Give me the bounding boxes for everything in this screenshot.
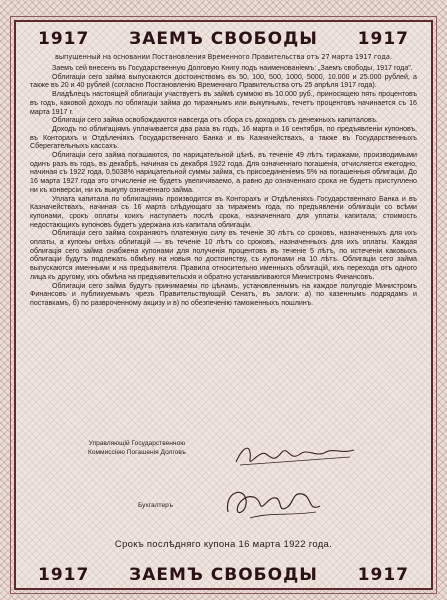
commission-signature [230,440,360,470]
header-title: ЗАЕМЪ СВОБОДЫ [129,29,318,49]
coupon-deadline: Срокъ послѣдняго купона 16 марта 1922 года. [114,539,333,550]
footer-title: ЗАЕМЪ СВОБОДЫ [129,565,318,585]
signatory-title-line1: Управляющій Государственною [88,440,186,447]
terms-paragraph: Уплата капитала по облигаціямъ производится въ Конторахъ и Отдѣленіяхъ Государственнаго Банка и въ Казначействахъ, начиная съ 16 марта слѣдующаго за тиражемъ года, по предъявленіи облигаціи со всѣми купонами, срокъ оплаты коихъ наступаетъ послѣ срока, назначеннаго для уплаты капитала; стоимость недостающихъ купоновъ будетъ удержана изъ капитала облигаціи. [30,194,417,229]
terms-paragraph: Облигаціи сего займа погашаются, по нарицательной цѣнѣ, въ теченіе 49 лѣтъ тиражами, производимыми одинъ разъ въ годъ, въ декабрѣ, начиная съ декабря 1922 года. Для означеннаго погашенія, отчисляется ежегодно, начиная съ 1922 года, 0,5038% нарицательной суммы займа, съ присоединеніемъ 5% на погашенныя облигаціи. До 16 марта 1927 года это отчисленіе не будетъ увеличиваемо, а равно до означеннаго срока не будетъ приступлено ни къ конверсіи, ни къ выкупу означеннаго займа. [30,151,417,194]
header-title-row [16,28,431,50]
bond-terms [30,64,417,308]
terms-paragraph: Заемъ сей внесенъ въ Государственную Долговую Книгу подъ наименованіемъ: „Заемъ свободы, 1917 года". [52,64,413,72]
terms-paragraph: Облигаціи сего займа сохраняютъ платежную силу въ теченіе 30 лѣтъ со сроковъ, назначенныхъ для ихъ оплаты, а купоны онѣхъ облигацій — въ теченіе 10 лѣтъ со сроковъ, назначенныхъ для ихъ оплаты. Каждая облигація сего займа снабжена купонами для полученія процентовъ въ теченіе 5 лѣтъ, по истеченіи каковыхъ облигаціи будутъ подлежать обмѣну на новыя по достоинству, съ купонами на 10 лѣтъ. Облигаціи сего займа выпускаются именными и на предъявителя. Правила относительно именныхъ облигацій, ихъ перехода отъ одного лица къ другому, ихъ обмѣна на предъявительскія и обратно устанавливаются Министромъ Финансовъ. [30,229,417,281]
accountant-signature [220,482,330,524]
footer-title-row [16,564,431,586]
terms-paragraph: Доходъ по облигаціямъ уплачивается два раза въ годъ, 16 марта и 16 сентября, по предъявленіи купоновъ, въ Конторахъ и Отдѣленіяхъ Государственнаго Банка и въ Казначействахъ, а также въ Государственныхъ Сберегательныхъ кассахъ. [30,124,417,151]
terms-paragraph: Облигаціи сего займа освобождаются навсегда отъ сбора съ доходовъ съ денежныхъ капиталовъ. [52,116,378,125]
signatory-title-line2: Коммиссіею Погашенія Долговъ [88,448,186,456]
accountant-label: Бухгалтеръ [138,502,173,509]
terms-paragraph: Владѣлецъ настоящей облигаціи участвуетъ въ займѣ суммою въ 10.000 руб., приносящею пять процентовъ въ годъ, каковой доходъ по облигаціи займа до тиражнымъ или выкупнымъ, течетъ процентовъ начинается съ 16 марта 1917 г. [30,90,417,116]
footer-year-right: 1917 [357,565,409,585]
header-subtitle: выпущенный на основании Постановления Временного Правительства отъ 27 марта 1917 года. [54,53,393,61]
bond-frame [14,20,433,590]
footer-year-left: 1917 [38,565,90,585]
signature-area [30,438,417,548]
signatory-title [88,440,186,457]
header-year-left: 1917 [38,29,90,49]
terms-paragraph: Облигаціи сего займа выпускаются достоинствомъ въ 50, 100, 500, 1000, 5000, 10.000 и 25.000 рублей, а также въ 20 и 40 рублей (согласно Постановленію Временнаго Правительства отъ 25 апрѣля 1917 года). [30,72,417,90]
header-year-right: 1917 [357,29,409,49]
terms-paragraph: Облигаціи сего займа будутъ принимаемы по цѣнамъ, установленнымъ на каждое полугодіе Министромъ Финансовъ и публикуемымъ чрезъ Правительствующій Сенатъ, въ залоги: а) по казеннымъ подрядамъ и поставкамъ, б) по развроченному акцизу и в) по обезпеченію таможенныхъ пошлинъ. [30,281,417,307]
